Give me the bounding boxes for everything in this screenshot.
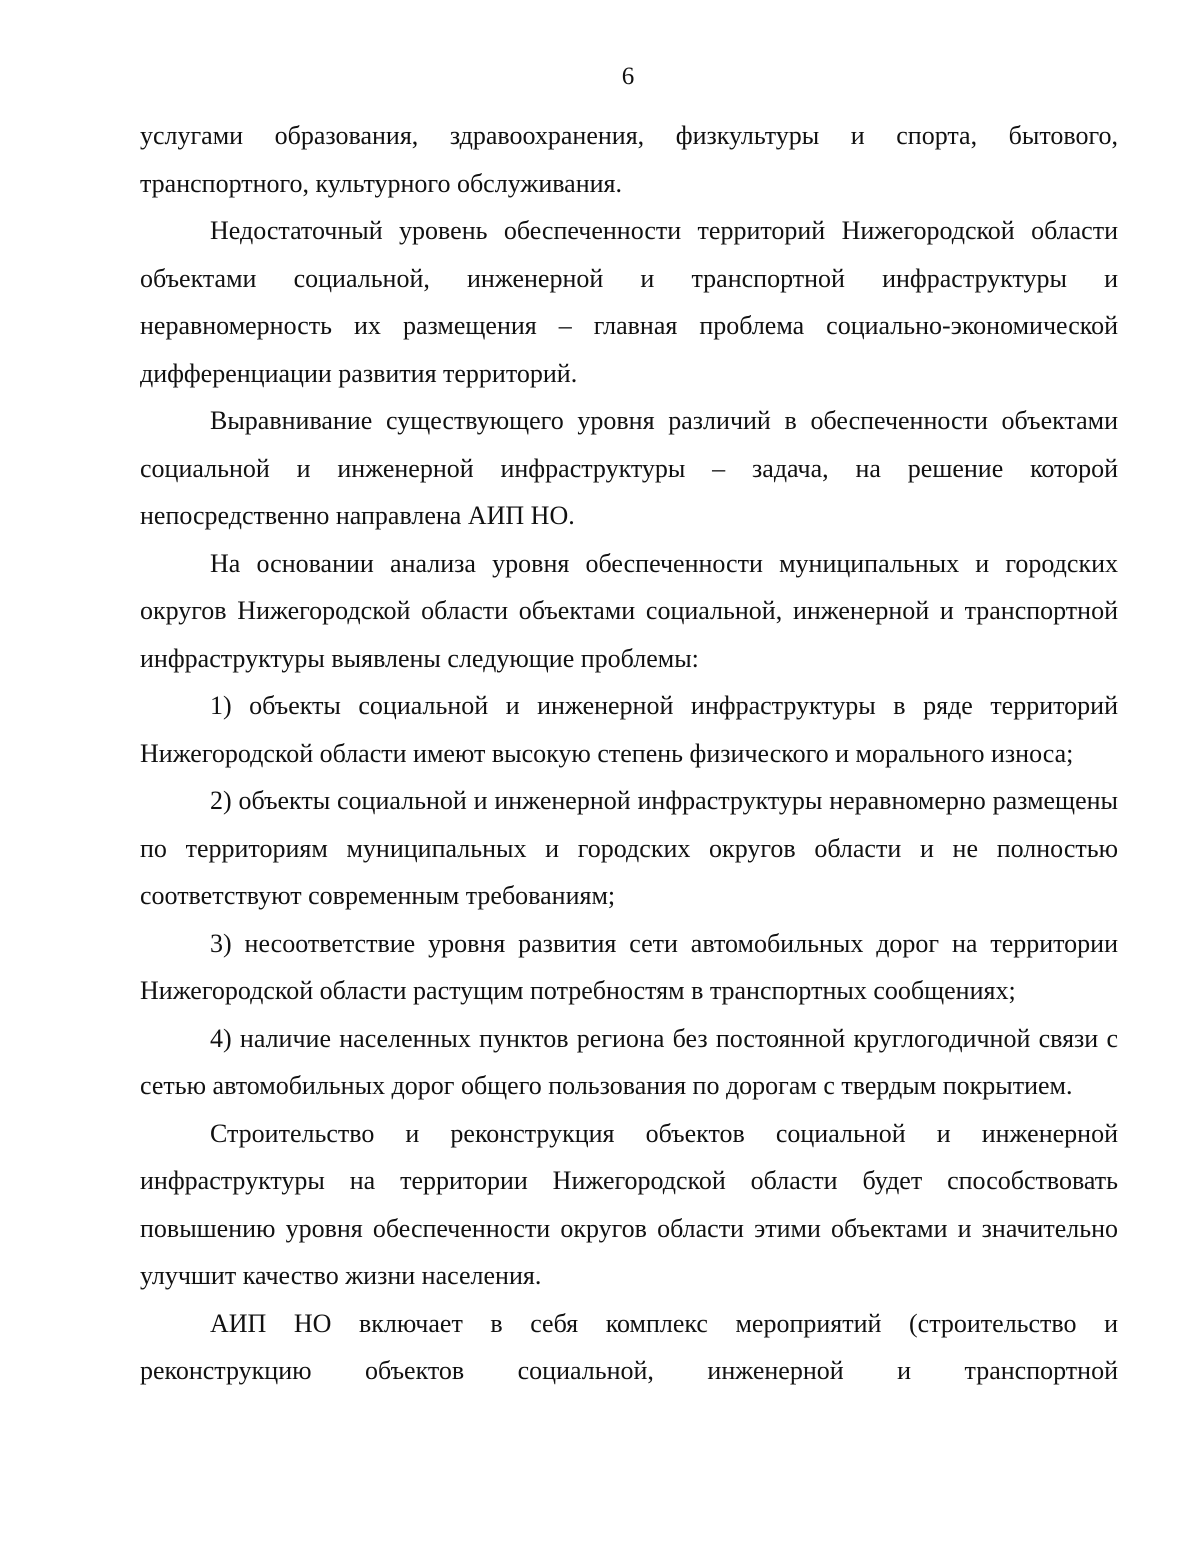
paragraph-construction: Строительство и реконструкция объектов социальной и инженерной инфраструктуры на территории Нижегородской области будет способствовать повышению уровня обеспеченности округов области этими объектами и значительно улучшит качество жизни населения.: [140, 1118, 1118, 1290]
paragraph-aip-measures: АИП НО включает в себя комплекс мероприятий (строительство и реконструкцию объектов социальной, инженерной и транспортной: [140, 1308, 1118, 1385]
list-item-4: 4) наличие населенных пунктов региона без постоянной круглогодичной связи с сетью автомобильных дорог общего пользования по дорогам с твердым покрытием.: [140, 1023, 1118, 1100]
paragraph-analysis: На основании анализа уровня обеспеченности муниципальных и городских округов Нижегородской области объектами социальной, инженерной и транспортной инфраструктуры выявлены следующие проблемы:: [140, 548, 1118, 673]
list-item-3: 3) несоответствие уровня развития сети автомобильных дорог на территории Нижегородской области растущим потребностям в транспортных сообщениях;: [140, 928, 1118, 1005]
paragraph-problem-statement: Недостаточный уровень обеспеченности территорий Нижегородской области объектами социальной, инженерной и транспортной инфраструктуры и неравномерность их размещения – главная проблема социально-экономической дифференциации развития территорий.: [140, 216, 1118, 388]
body-text: [140, 112, 1118, 1395]
page-number: 6: [621, 63, 635, 90]
list-item-1: 1) объекты социальной и инженерной инфраструктуры в ряде территорий Нижегородской области имеют высокую степень физического и морального износа;: [140, 691, 1118, 768]
paragraph-task: Выравнивание существующего уровня различий в обеспеченности объектами социальной и инженерной инфраструктуры – задача, на решение которой непосредственно направлена АИП НО.: [140, 406, 1118, 530]
list-item-2: 2) объекты социальной и инженерной инфраструктуры неравномерно размещены по территориям муниципальных и городских округов области и не полностью соответствуют современным требованиям;: [140, 786, 1118, 910]
paragraph-continuation: услугами образования, здравоохранения, физкультуры и спорта, бытового, транспортного, культурного обслуживания.: [140, 121, 1118, 198]
